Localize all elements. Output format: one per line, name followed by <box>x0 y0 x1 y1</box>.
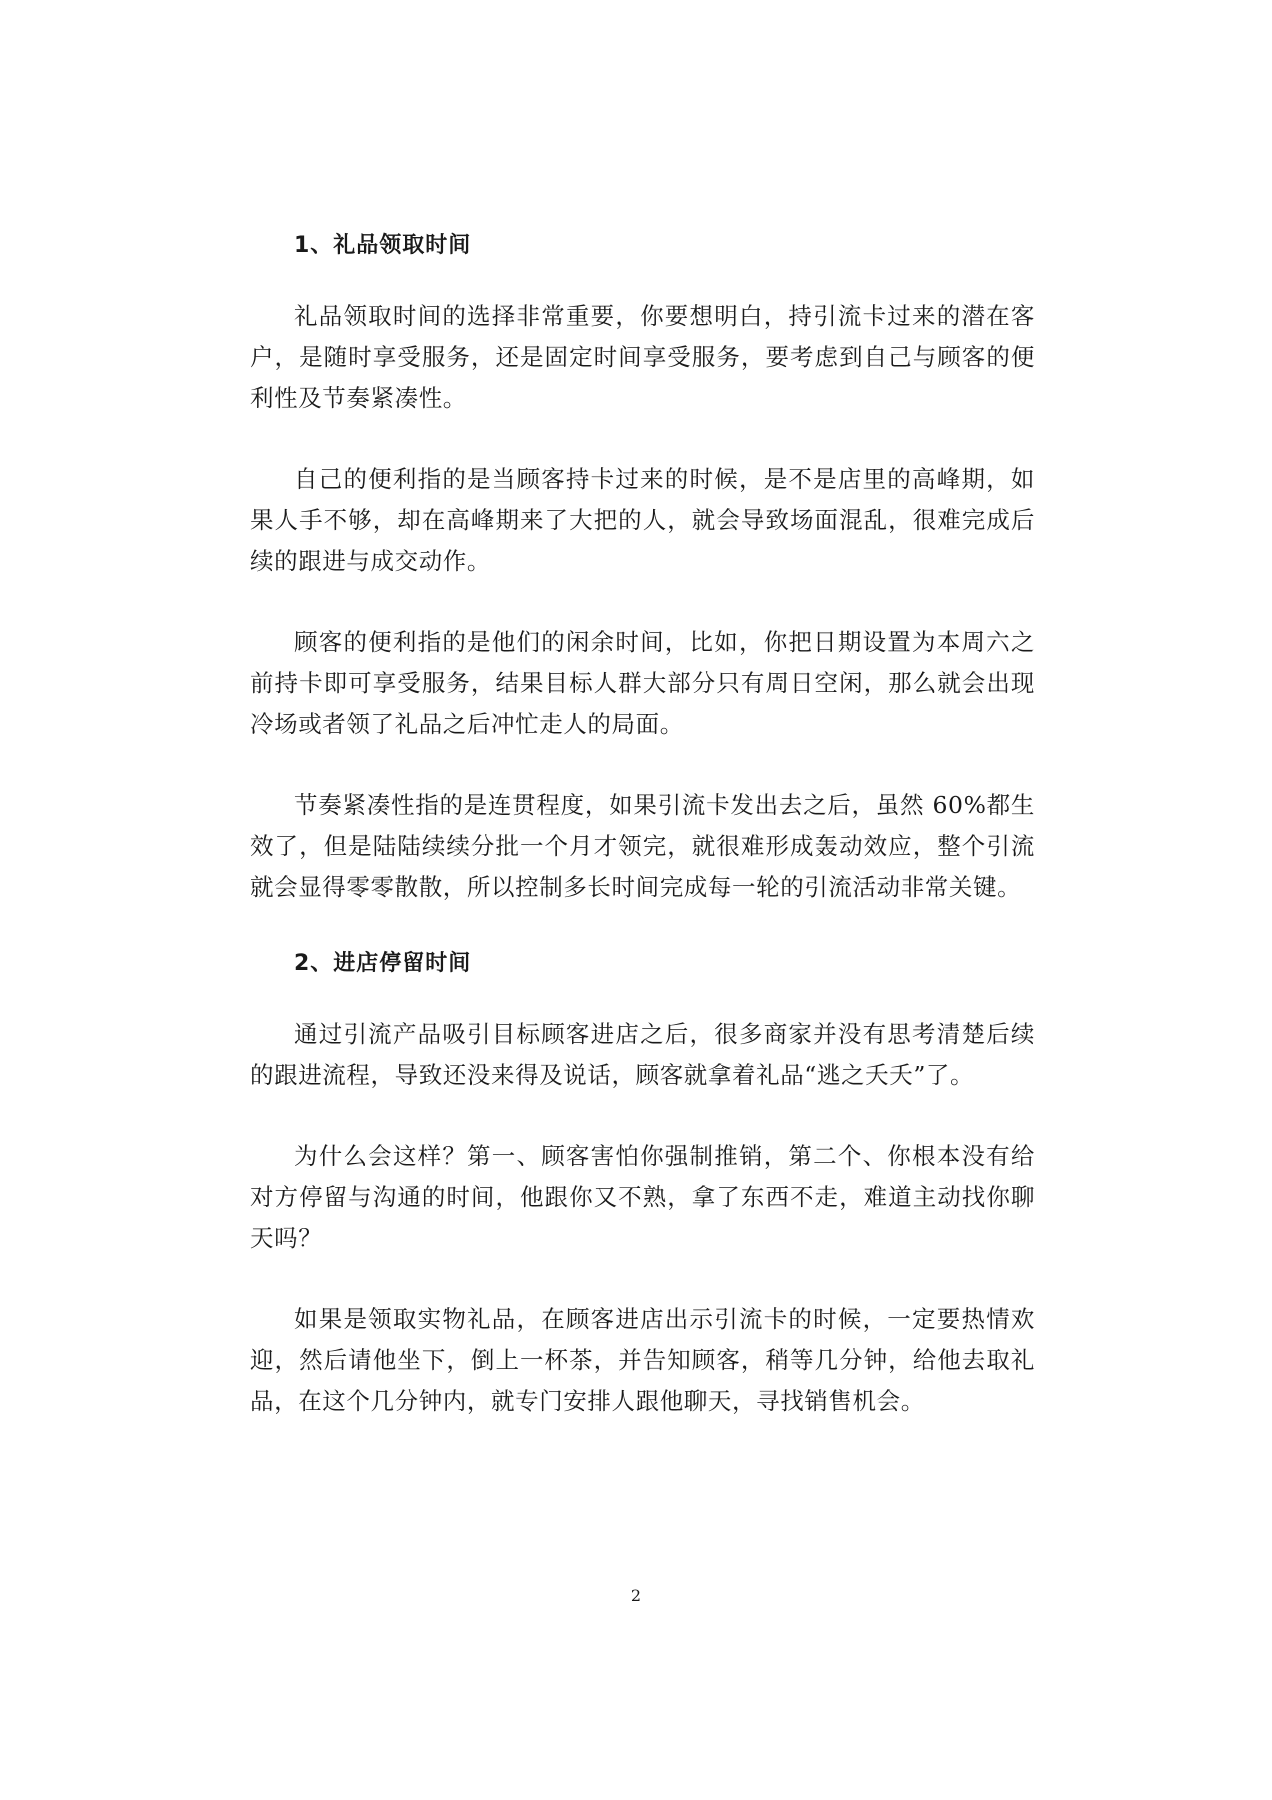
paragraph: 节奏紧凑性指的是连贯程度，如果引流卡发出去之后，虽然 60%都生效了，但是陆陆续续分批一个月才领完，就很难形成轰动效应，整个引流就会显得零零散散，所以控制多长时间完成每一轮的引流活动非常关键。 <box>250 791 1035 901</box>
page-number: 2 <box>630 1586 642 1605</box>
paragraph: 通过引流产品吸引目标顾客进店之后，很多商家并没有思考清楚后续的跟进流程，导致还没来得及说话，顾客就拿着礼品“逃之夭夭”了。 <box>250 1020 1035 1089</box>
paragraph: 顾客的便利指的是他们的闲余时间，比如，你把日期设置为本周六之前持卡即可享受服务，结果目标人群大部分只有周日空闲，那么就会出现冷场或者领了礼品之后冲忙走人的局面。 <box>250 628 1035 738</box>
paragraph: 如果是领取实物礼品，在顾客进店出示引流卡的时候，一定要热情欢迎，然后请他坐下，倒上一杯茶，并告知顾客，稍等几分钟，给他去取礼品，在这个几分钟内，就专门安排人跟他聊天，寻找销售机会。 <box>250 1305 1035 1415</box>
paragraph: 自己的便利指的是当顾客持卡过来的时候，是不是店里的高峰期，如果人手不够，却在高峰期来了大把的人，就会导致场面混乱，很难完成后续的跟进与成交动作。 <box>250 465 1035 575</box>
paragraph: 礼品领取时间的选择非常重要，你要想明白，持引流卡过来的潜在客户，是随时享受服务，还是固定时间享受服务，要考虑到自己与顾客的便利性及节奏紧凑性。 <box>250 302 1035 412</box>
section-heading-store-stay-time: 2、进店停留时间 <box>294 951 472 976</box>
section-heading-gift-collection-time: 1、礼品领取时间 <box>294 233 472 258</box>
paragraph: 为什么会这样？第一、顾客害怕你强制推销，第二个、你根本没有给对方停留与沟通的时间，他跟你又不熟，拿了东西不走，难道主动找你聊天吗？ <box>250 1142 1035 1252</box>
page-content <box>250 230 1035 1462</box>
